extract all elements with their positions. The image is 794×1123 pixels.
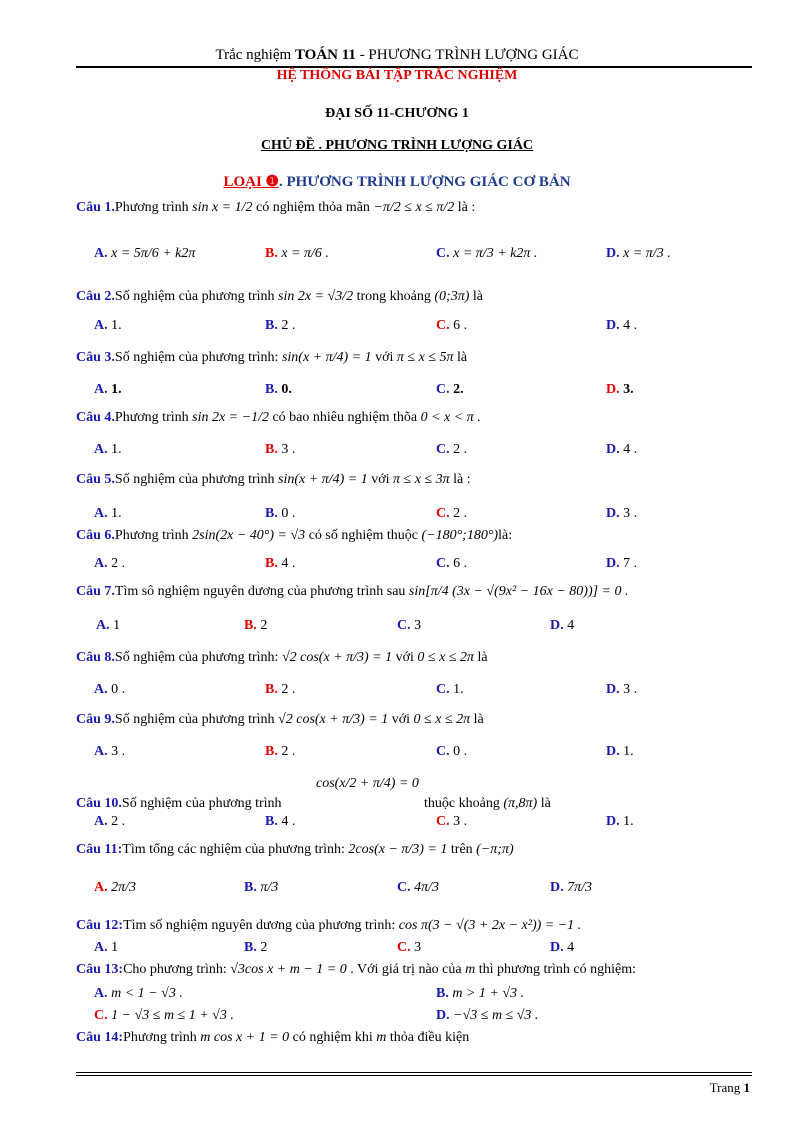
option-label: C. <box>397 618 411 633</box>
question-6 <box>76 528 512 544</box>
option-value: 3 <box>414 618 422 633</box>
page-num: 1 <box>743 1080 750 1095</box>
option-label: C. <box>397 880 411 895</box>
option-label: A. <box>94 556 108 571</box>
header-prefix: Trắc nghiệm <box>215 47 295 63</box>
question-text: Phương trình <box>114 200 189 215</box>
option-d[interactable] <box>606 382 634 398</box>
option-value: 7 . <box>623 556 638 571</box>
option-value: 2. <box>453 382 464 397</box>
option-a[interactable] <box>94 682 125 698</box>
option-value: 6 . <box>453 318 468 333</box>
option-value: 2π/3 <box>111 880 137 895</box>
option-value: 0 . <box>111 682 126 697</box>
option-value: 4 <box>567 618 575 633</box>
question-math: π ≤ x ≤ 5π <box>396 350 454 365</box>
question-math: sin[π/4 (3x − √(9x² − 16x − 80))] = 0 . <box>408 584 629 599</box>
option-label: C. <box>436 682 450 697</box>
option-value: 4 . <box>623 318 638 333</box>
option-value: 6 . <box>453 556 468 571</box>
option-label: B. <box>244 940 257 955</box>
option-a[interactable] <box>94 814 125 830</box>
option-value: 1. <box>111 318 122 333</box>
question-text: là <box>540 796 551 811</box>
running-header <box>0 47 794 64</box>
option-label: D. <box>606 744 620 759</box>
option-value: x = π/3 + k2π . <box>453 246 538 261</box>
option-value: 1. <box>111 442 122 457</box>
option-value: 3 . <box>623 506 638 521</box>
option-c[interactable] <box>436 556 467 572</box>
question-text: Số nghiệm của phương trình <box>114 289 275 304</box>
question-text: là: <box>498 528 513 543</box>
question-label: Câu 9. <box>76 712 115 727</box>
option-label: A. <box>94 506 108 521</box>
question-9 <box>76 712 484 728</box>
option-value: 0 . <box>453 744 468 759</box>
question-math: m cos x + 1 = 0 <box>200 1030 290 1045</box>
option-value: 2 <box>260 940 268 955</box>
page-number <box>710 1080 750 1096</box>
footer-rule <box>76 1075 752 1076</box>
option-value: 4π/3 <box>414 880 440 895</box>
question-math: sin x = 1/2 <box>192 200 253 215</box>
option-d[interactable] <box>550 940 574 956</box>
option-label: B. <box>265 744 278 759</box>
option-b[interactable] <box>244 618 267 634</box>
question-math: 0 ≤ x ≤ 2π <box>417 650 475 665</box>
option-value: π/3 <box>260 880 279 895</box>
question-label: Câu 7. <box>76 584 115 599</box>
option-b[interactable] <box>244 940 267 956</box>
option-value: 3 . <box>281 442 296 457</box>
question-3 <box>76 350 467 366</box>
option-label: D. <box>436 1008 450 1023</box>
option-value: 7π/3 <box>567 880 593 895</box>
book-title: ĐẠI SỐ 11-CHƯƠNG 1 <box>325 106 469 121</box>
option-value: 2 . <box>111 556 126 571</box>
question-10 <box>76 796 282 812</box>
question-label: Câu 4. <box>76 410 115 425</box>
question-text: là : <box>453 472 471 487</box>
option-a[interactable] <box>94 940 118 956</box>
option-b[interactable] <box>265 506 295 522</box>
option-a[interactable] <box>94 744 125 760</box>
option-value: 2 . <box>281 744 296 759</box>
option-label: C. <box>436 506 450 521</box>
option-label: A. <box>94 986 108 1001</box>
option-value: m > 1 + √3 . <box>452 986 525 1001</box>
question-label: Câu 13: <box>76 962 124 977</box>
option-c[interactable] <box>397 940 421 956</box>
option-d[interactable] <box>606 318 637 334</box>
question-text: Phương trình <box>114 528 189 543</box>
option-value: 3 . <box>453 814 468 829</box>
option-b[interactable] <box>265 382 292 398</box>
question-text: là <box>457 350 468 365</box>
option-d[interactable] <box>606 442 637 458</box>
option-label: C. <box>436 744 450 759</box>
option-label: D. <box>550 940 564 955</box>
option-c[interactable] <box>397 618 421 634</box>
option-value: 1 <box>113 618 121 633</box>
option-label: A. <box>94 318 108 333</box>
option-value: 4 <box>567 940 575 955</box>
question-label: Câu 2. <box>76 289 115 304</box>
option-d[interactable] <box>550 880 592 896</box>
option-label: C. <box>397 940 411 955</box>
option-label: B. <box>265 246 278 261</box>
option-value: 1. <box>111 506 122 521</box>
question-math: (0;3π) <box>434 289 470 304</box>
question-label: Câu 10. <box>76 796 122 811</box>
question-text: Phương trình <box>114 410 189 425</box>
question-12 <box>76 918 581 934</box>
option-label: C. <box>436 246 450 261</box>
question-math: (−180°;180°) <box>421 528 499 543</box>
question-text: có số nghiệm thuộc <box>308 528 418 543</box>
question-text: với <box>391 712 411 727</box>
question-math: sin 2x = −1/2 <box>192 410 269 425</box>
question-math: (π,8π) <box>503 796 538 811</box>
option-value: x = π/3 . <box>623 246 671 261</box>
question-text: Cho phương trình: <box>123 962 227 977</box>
system-title: HỆ THỐNG BÀI TẬP TRẮC NGHIỆM <box>276 68 518 83</box>
question-math: 2cos(x − π/3) = 1 <box>348 842 448 857</box>
option-c[interactable] <box>436 442 467 458</box>
question-text: Tìm sô nghiệm nguyên dương của phương trình sau <box>114 584 406 599</box>
option-value: m < 1 − √3 . <box>111 986 183 1001</box>
option-value: 1. <box>111 382 122 397</box>
option-value: 1 − √3 ≤ m ≤ 1 + √3 . <box>111 1008 234 1023</box>
question-text: Số nghiệm của phương trình <box>121 796 282 811</box>
question-math: m <box>376 1030 387 1045</box>
question-math: (−π;π) <box>476 842 514 857</box>
question-math: √2 cos(x + π/3) = 1 <box>278 712 389 727</box>
question-11 <box>76 842 514 858</box>
question-math: 0 < x < π . <box>420 410 481 425</box>
question-math: −π/2 ≤ x ≤ π/2 <box>373 200 455 215</box>
question-text: thỏa điều kiện <box>389 1030 470 1045</box>
option-label: B. <box>265 506 278 521</box>
question-math: sin 2x = √3/2 <box>278 289 354 304</box>
option-value: 3 . <box>111 744 126 759</box>
option-a[interactable] <box>94 986 183 1002</box>
question-10-math: cos(x/2 + π/4) = 0 <box>316 776 419 791</box>
option-label: A. <box>94 880 108 895</box>
option-label: C. <box>94 1008 108 1023</box>
page-label: Trang <box>709 1080 741 1095</box>
question-text: thuộc khoảng <box>424 796 500 811</box>
option-value: 4 . <box>281 814 296 829</box>
question-text: có bao nhiêu nghiệm thõa <box>272 410 418 425</box>
option-label: B. <box>265 382 278 397</box>
section-title <box>0 172 794 191</box>
option-label: A. <box>94 682 108 697</box>
question-text: là <box>477 650 488 665</box>
footer-rule <box>76 1072 752 1073</box>
question-math: m <box>465 962 476 977</box>
question-math: 2sin(2x − 40°) = √3 <box>192 528 306 543</box>
option-b[interactable] <box>436 986 524 1002</box>
option-a[interactable] <box>94 382 122 398</box>
option-b[interactable] <box>265 682 295 698</box>
option-c[interactable] <box>436 382 464 398</box>
option-a[interactable] <box>94 318 122 334</box>
question-label: Câu 6. <box>76 528 115 543</box>
option-value: x = π/6 . <box>281 246 329 261</box>
option-b[interactable] <box>265 442 295 458</box>
option-label: D. <box>606 506 620 521</box>
option-value: 1. <box>453 682 464 697</box>
option-value: 2 . <box>453 442 468 457</box>
question-text: Số nghiệm của phương trình <box>114 712 275 727</box>
option-label: A. <box>94 442 108 457</box>
option-value: 2 . <box>281 682 296 697</box>
option-value: 3 . <box>623 682 638 697</box>
question-10-tail <box>424 796 551 812</box>
question-label: Câu 12: <box>76 918 124 933</box>
option-d[interactable] <box>606 744 634 760</box>
option-label: D. <box>550 880 564 895</box>
question-text: Số nghiệm của phương trình: <box>114 650 279 665</box>
question-label: Câu 5. <box>76 472 115 487</box>
option-c[interactable] <box>94 1008 234 1024</box>
question-text: có nghiệm thỏa mãn <box>256 200 370 215</box>
question-14 <box>76 1030 469 1046</box>
header-bold: TOÁN 11 <box>294 47 356 63</box>
option-c[interactable] <box>397 880 439 896</box>
option-value: 0. <box>281 382 292 397</box>
option-label: B. <box>265 814 278 829</box>
option-a[interactable] <box>94 246 195 262</box>
question-text: với <box>395 650 414 665</box>
question-math: sin(x + π/4) = 1 <box>281 350 372 365</box>
option-c[interactable] <box>436 246 537 262</box>
option-label: B. <box>265 556 278 571</box>
option-c[interactable] <box>436 506 467 522</box>
option-label: B. <box>265 682 278 697</box>
question-text: Số nghiệm của phương trình: <box>114 350 279 365</box>
option-label: A. <box>94 940 108 955</box>
option-b[interactable] <box>265 744 295 760</box>
option-label: D. <box>550 618 564 633</box>
question-math: 0 ≤ x ≤ 2π <box>413 712 471 727</box>
option-d[interactable] <box>606 682 637 698</box>
option-label: B. <box>265 442 278 457</box>
option-c[interactable] <box>436 814 467 830</box>
option-label: C. <box>436 442 450 457</box>
option-a[interactable] <box>94 880 136 896</box>
question-math: √2 cos(x + π/3) = 1 <box>281 650 393 665</box>
option-c[interactable] <box>436 318 467 334</box>
option-label: B. <box>244 880 257 895</box>
question-text: Số nghiệm của phương trình <box>114 472 275 487</box>
option-value: −√3 ≤ m ≤ √3 . <box>453 1008 539 1023</box>
question-label: Câu 14: <box>76 1030 124 1045</box>
option-label: B. <box>244 618 257 633</box>
option-label: D. <box>606 682 620 697</box>
option-value: 1 <box>111 940 119 955</box>
question-13 <box>76 962 636 978</box>
question-8 <box>76 650 488 666</box>
option-label: C. <box>436 382 450 397</box>
option-c[interactable] <box>436 744 467 760</box>
option-label: B. <box>436 986 449 1001</box>
option-label: A. <box>94 246 108 261</box>
option-value: 3 <box>414 940 422 955</box>
topic-title: CHỦ ĐỀ . PHƯƠNG TRÌNH LƯỢNG GIÁC <box>260 138 534 153</box>
question-2 <box>76 289 483 305</box>
option-value: 3. <box>623 382 634 397</box>
option-a[interactable] <box>96 618 120 634</box>
option-label: C. <box>436 318 450 333</box>
option-d[interactable] <box>436 1008 538 1024</box>
option-label: D. <box>606 442 620 457</box>
option-b[interactable] <box>265 318 295 334</box>
question-text: Tìm số nghiệm nguyên dương của phương trình: <box>123 918 396 933</box>
question-text: với <box>375 350 394 365</box>
option-label: A. <box>94 382 108 397</box>
option-value: 2 . <box>111 814 126 829</box>
question-1 <box>76 200 475 216</box>
option-value: 2 . <box>281 318 296 333</box>
option-value: 4 . <box>623 442 638 457</box>
option-label: B. <box>265 318 278 333</box>
option-d[interactable] <box>606 506 637 522</box>
option-value: 2 <box>260 618 268 633</box>
option-b[interactable] <box>265 246 329 262</box>
option-a[interactable] <box>94 506 122 522</box>
section-type-label: LOẠI ❶ <box>223 174 279 190</box>
question-label: Câu 3. <box>76 350 115 365</box>
question-text: là <box>473 712 484 727</box>
question-5 <box>76 472 471 488</box>
option-label: A. <box>94 744 108 759</box>
question-text: trong khoảng <box>356 289 431 304</box>
question-7 <box>76 584 629 600</box>
question-text: với <box>371 472 390 487</box>
question-math: sin(x + π/4) = 1 <box>278 472 368 487</box>
option-label: A. <box>96 618 110 633</box>
question-text: trên <box>450 842 473 857</box>
option-label: D. <box>606 556 620 571</box>
option-d[interactable] <box>606 246 671 262</box>
option-value: 1. <box>623 744 634 759</box>
option-b[interactable] <box>244 880 278 896</box>
option-b[interactable] <box>265 556 295 572</box>
question-text: . Với giá trị nào của <box>350 962 462 977</box>
option-label: A. <box>94 814 108 829</box>
option-d[interactable] <box>606 556 637 572</box>
question-label: Câu 1. <box>76 200 115 215</box>
question-text: là : <box>457 200 476 215</box>
option-value: 2 . <box>453 506 468 521</box>
header-suffix: - PHƯƠNG TRÌNH LƯỢNG GIÁC <box>355 47 579 63</box>
option-label: C. <box>436 814 450 829</box>
question-text: là <box>472 289 483 304</box>
question-4 <box>76 410 481 426</box>
option-value: x = 5π/6 + k2π <box>111 246 196 261</box>
option-c[interactable] <box>436 682 464 698</box>
option-d[interactable] <box>550 618 574 634</box>
question-label: Câu 11: <box>76 842 123 857</box>
question-math: √3cos x + m − 1 = 0 <box>230 962 347 977</box>
option-a[interactable] <box>94 442 122 458</box>
question-text: có nghiệm khi <box>292 1030 373 1045</box>
question-text: thì phương trình có nghiệm: <box>478 962 637 977</box>
option-label: D. <box>606 382 620 397</box>
option-value: 0 . <box>281 506 296 521</box>
question-math: cos π(3 − √(3 + 2x − x²)) = −1 . <box>398 918 582 933</box>
option-value: 4 . <box>281 556 296 571</box>
option-label: D. <box>606 814 620 829</box>
question-label: Câu 8. <box>76 650 115 665</box>
option-label: C. <box>436 556 450 571</box>
option-b[interactable] <box>265 814 295 830</box>
question-text: Tìm tổng các nghiệm của phương trình: <box>122 842 345 857</box>
option-a[interactable] <box>94 556 125 572</box>
question-text: Phương trình <box>123 1030 197 1045</box>
option-d[interactable] <box>606 814 634 830</box>
option-label: D. <box>606 246 620 261</box>
question-math: π ≤ x ≤ 3π <box>393 472 450 487</box>
section-type-text: . PHƯƠNG TRÌNH LƯỢNG GIÁC CƠ BẢN <box>279 174 571 190</box>
option-label: D. <box>606 318 620 333</box>
option-value: 1. <box>623 814 634 829</box>
